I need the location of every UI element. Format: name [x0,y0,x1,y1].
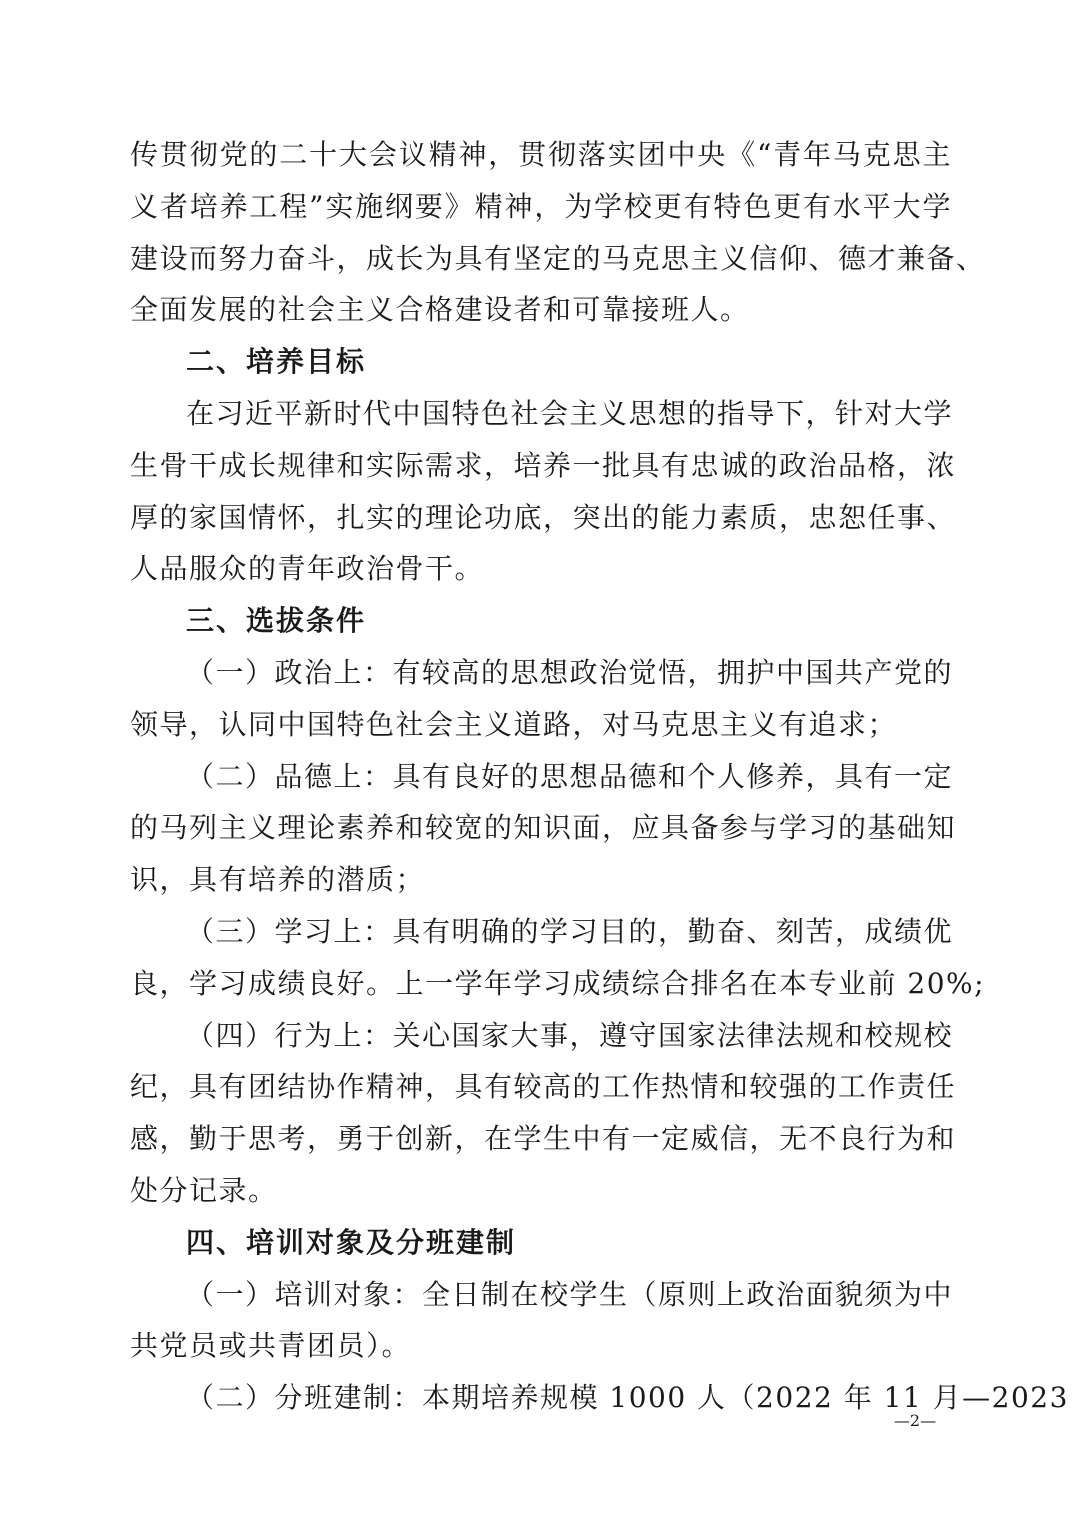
text-line: 传贯彻党的二十大会议精神，贯彻落实团中央《“青年马克思主 [130,138,952,171]
page-number: —2— [893,1411,937,1430]
text-line: 领导，认同中国特色社会主义道路，对马克思主义有追求； [130,707,898,741]
text-line: （二）分班建制：本期培养规模 1000 人（2022 年 11 月—2023 [186,1381,1069,1415]
text-line: 义者培养工程”实施纲要》精神，为学校更有特色更有水平大学 [130,189,952,223]
text-line: 良，学习成绩良好。上一学年学习成绩综合排名在本专业前 20%; [130,966,986,1000]
text-line: 厚的家国情怀，扎实的理论功底，突出的能力素质，忠恕任事、 [130,500,957,534]
text-line: 处分记录。 [130,1173,278,1207]
text-line: 在习近平新时代中国特色社会主义思想的指导下，针对大学 [186,396,954,430]
text-line: 全面发展的社会主义合格建设者和可靠接班人。 [130,293,750,327]
document-body [130,129,1069,1424]
text-line: （二）品德上：具有良好的思想品德和个人修养，具有一定 [186,759,954,793]
text-line: 生骨干成长规律和实际需求，培养一批具有忠诚的政治品格，浓 [130,448,957,482]
text-line: 识，具有培养的潜质； [130,863,426,897]
text-line: 感，勤于思考，勇于创新，在学生中有一定威信，无不良行为和 [130,1122,957,1156]
text-line: 建设而努力奋斗，成长为具有坚定的马克思主义信仰、德才兼备、 [130,241,986,275]
section-heading: 四、培训对象及分班建制 [186,1225,517,1259]
text-line: 人品服众的青年政治骨干。 [130,552,485,586]
text-line: 的马列主义理论素养和较宽的知识面，应具备参与学习的基础知 [130,811,957,845]
text-line: 纪，具有团结协作精神，具有较高的工作热情和较强的工作责任 [130,1070,957,1104]
text-line: （一）政治上：有较高的思想政治觉悟，拥护中国共产党的 [186,655,954,689]
text-line: （三）学习上：具有明确的学习目的，勤奋、刻苦，成绩优 [186,914,954,948]
section-heading: 二、培养目标 [186,345,367,379]
section-heading: 三、选拔条件 [186,604,367,638]
text-line: （一）培训对象：全日制在校学生（原则上政治面貌须为中 [186,1277,954,1311]
text-line: 共党员或共青团员）。 [130,1329,412,1363]
text-line: （四）行为上：关心国家大事，遵守国家法律法规和校规校 [186,1018,954,1052]
